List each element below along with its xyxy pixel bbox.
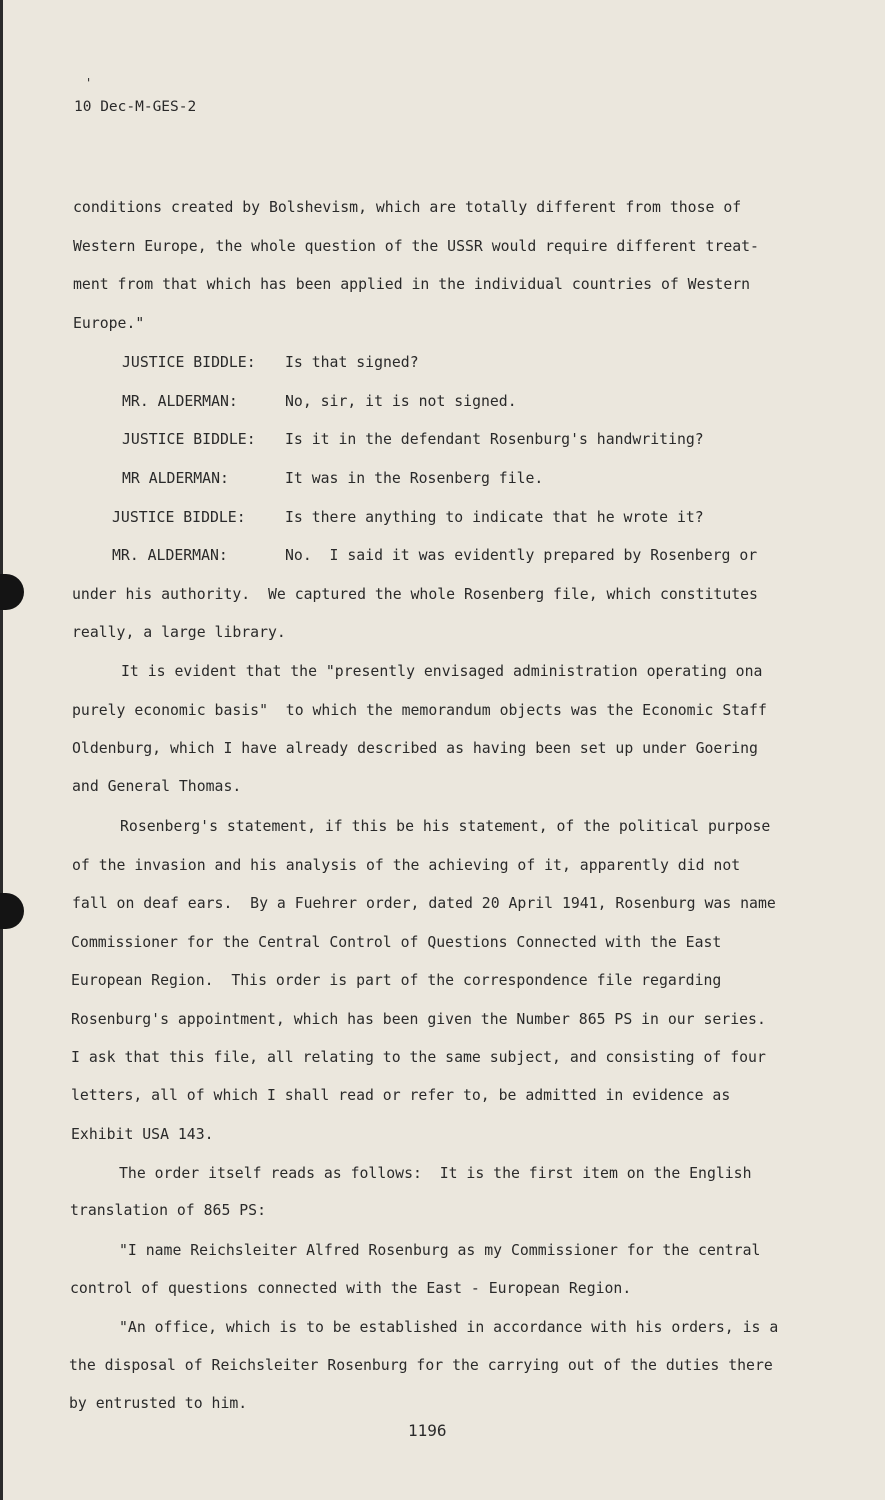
body-line: The order itself reads as follows: It is the first item on the English — [119, 1165, 752, 1182]
body-line: really, a large library. — [72, 624, 286, 641]
body-line: of the invasion and his analysis of the achieving of it, apparently did not — [72, 857, 741, 874]
speech-text: No, sir, it is not signed. — [285, 393, 517, 410]
body-line: fall on deaf ears. By a Fuehrer order, dated 20 April 1941, Rosenburg was name — [72, 895, 776, 912]
speech-text: Is it in the defendant Rosenburg's handwriting? — [285, 431, 704, 448]
speech-text: Is that signed? — [285, 354, 419, 371]
speaker-label: JUSTICE BIDDLE: — [122, 431, 256, 448]
stray-mark: ' — [85, 76, 93, 90]
body-line: Exhibit USA 143. — [71, 1126, 214, 1143]
body-line: Western Europe, the whole question of the USSR would require different treat- — [73, 238, 759, 255]
body-line: ment from that which has been applied in the individual countries of Western — [73, 276, 751, 293]
body-line: by entrusted to him. — [69, 1395, 248, 1412]
body-line: Commissioner for the Central Control of Questions Connected with the East — [71, 934, 722, 951]
body-line: European Region. This order is part of the correspondence file regarding — [71, 972, 722, 989]
body-line: "I name Reichsleiter Alfred Rosenburg as my Commissioner for the central — [119, 1242, 761, 1259]
document-code: 10 Dec-M-GES-2 — [74, 99, 197, 115]
binder-hole — [0, 893, 24, 929]
body-line: "An office, which is to be established in accordance with his orders, is a — [119, 1319, 779, 1336]
body-line: Rosenburg's appointment, which has been given the Number 865 PS in our series. — [71, 1011, 766, 1028]
body-line: control of questions connected with the East - European Region. — [70, 1280, 632, 1297]
speech-text: It was in the Rosenberg file. — [285, 470, 544, 487]
speaker-label: JUSTICE BIDDLE: — [112, 509, 246, 526]
speaker-label: MR. ALDERMAN: — [112, 547, 228, 564]
speaker-label: JUSTICE BIDDLE: — [122, 354, 256, 371]
body-line: Oldenburg, which I have already described as having been set up under Goering — [72, 740, 758, 757]
body-line: I ask that this file, all relating to the same subject, and consisting of four — [71, 1049, 766, 1066]
body-line: Rosenberg's statement, if this be his statement, of the political purpose — [120, 818, 771, 835]
body-line: the disposal of Reichsleiter Rosenburg for the carrying out of the duties there — [69, 1357, 773, 1374]
speaker-label: MR. ALDERMAN: — [122, 393, 238, 410]
speech-text: No. I said it was evidently prepared by Rosenberg or — [285, 547, 758, 564]
speech-text: Is there anything to indicate that he wrote it? — [285, 509, 704, 526]
body-line: conditions created by Bolshevism, which are totally different from those of — [73, 199, 742, 216]
page-number: 1196 — [408, 1421, 447, 1440]
body-line: It is evident that the "presently envisaged administration operating ona — [121, 663, 763, 680]
body-line: letters, all of which I shall read or refer to, be admitted in evidence as — [71, 1087, 731, 1104]
body-line: purely economic basis" to which the memorandum objects was the Economic Staff — [72, 702, 767, 719]
body-line: and General Thomas. — [72, 778, 242, 795]
speaker-label: MR ALDERMAN: — [122, 470, 229, 487]
body-line: Europe." — [73, 315, 145, 332]
body-line: translation of 865 PS: — [70, 1202, 266, 1219]
body-line: under his authority. We captured the whole Rosenberg file, which constitutes — [72, 586, 758, 603]
binder-hole — [0, 574, 24, 610]
